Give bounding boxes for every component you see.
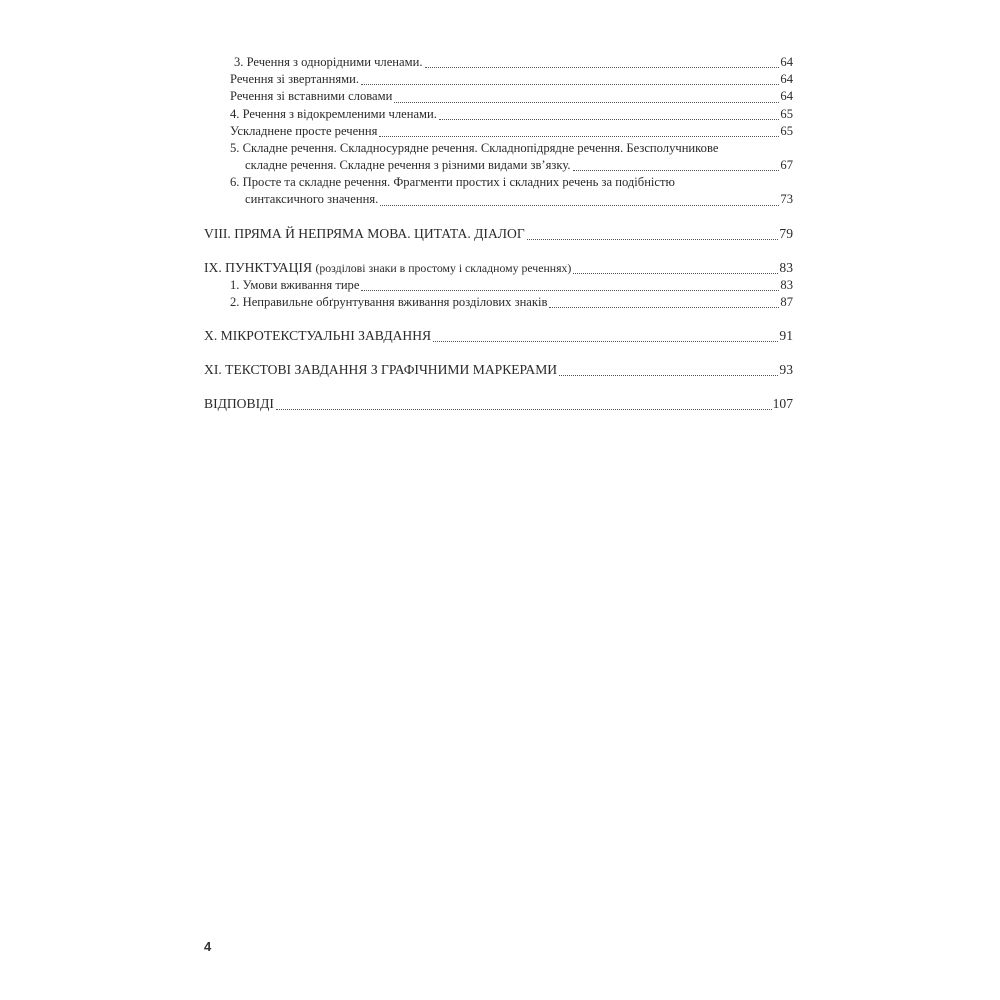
toc-section-page: 93	[779, 362, 793, 378]
toc-section[interactable]	[204, 361, 793, 379]
toc-entry[interactable]	[204, 71, 793, 88]
dot-leader	[573, 272, 778, 274]
toc-entry[interactable]	[204, 123, 793, 140]
toc-section-label: X. МІКРОТЕКСТУАЛЬНІ ЗАВДАННЯ	[204, 328, 432, 344]
toc-entry[interactable]	[204, 192, 793, 209]
toc-entry-label: 2. Неправильне обґрунтування вживання розділових знаків	[230, 294, 548, 309]
dot-leader	[549, 306, 779, 308]
toc-entry[interactable]	[204, 294, 793, 311]
toc-section-page: 91	[779, 328, 793, 344]
toc-section-note: (розділові знаки в простому і складному реченнях)	[315, 260, 572, 275]
dot-leader	[361, 289, 779, 291]
dot-leader	[276, 408, 772, 410]
dot-leader	[527, 238, 779, 240]
dot-leader	[559, 374, 778, 376]
toc-entry-label: складне речення. Складне речення з різними видами зв’язку.	[245, 158, 571, 173]
dot-leader	[425, 66, 780, 68]
page-number: 4	[204, 939, 212, 954]
toc-entry-page: 83	[780, 277, 793, 292]
toc-section-page: 107	[772, 396, 793, 412]
toc-entry-label: синтаксичного значення.	[245, 192, 379, 207]
toc-entry-label: 1. Умови вживання тире	[230, 277, 360, 292]
toc-entry-first-line: 6. Просте та складне речення. Фрагменти простих і складних речень за подібністю	[230, 175, 675, 190]
toc-entry[interactable]	[204, 88, 793, 105]
toc-entry-label: Речення зі вставними словами	[230, 89, 393, 104]
dot-leader	[380, 204, 779, 206]
toc-entry[interactable]	[204, 157, 793, 174]
toc-section-page: 79	[779, 225, 793, 241]
dot-leader	[379, 135, 779, 137]
toc-entry-first-line: 5. Складне речення. Складносурядне речення. Складнопідрядне речення. Безсполучникове	[230, 140, 719, 155]
dot-leader	[361, 83, 779, 85]
toc-entry-label: Ускладнене просте речення	[230, 123, 378, 138]
table-of-contents	[204, 54, 793, 413]
toc-entry-page: 73	[780, 192, 793, 207]
toc-section-title: IX. ПУНКТУАЦІЯ	[204, 259, 313, 275]
toc-entry[interactable]	[204, 106, 793, 123]
toc-entry-label: 4. Речення з відокремленими членами.	[230, 106, 437, 121]
toc-entry-label: 3. Речення з однорідними членами.	[234, 54, 423, 69]
toc-entry-page: 67	[780, 158, 793, 173]
dot-leader	[439, 118, 780, 120]
toc-section[interactable]	[204, 395, 793, 413]
toc-entry-page: 64	[780, 89, 793, 104]
toc-section[interactable]	[204, 259, 793, 277]
dot-leader	[433, 340, 778, 342]
dot-leader	[573, 169, 780, 171]
toc-entry-page: 65	[780, 123, 793, 138]
toc-section-label: VIII. ПРЯМА Й НЕПРЯМА МОВА. ЦИТАТА. ДІАЛОГ	[204, 225, 525, 241]
toc-entry-page: 87	[780, 294, 793, 309]
toc-section[interactable]	[204, 225, 793, 243]
toc-section-label: XI. ТЕКСТОВІ ЗАВДАННЯ З ГРАФІЧНИМИ МАРКЕРАМИ	[204, 362, 558, 378]
toc-section-label	[204, 259, 571, 277]
toc-section-page: 83	[779, 259, 793, 275]
toc-entry-page: 64	[780, 72, 793, 87]
toc-entry-page: 64	[780, 54, 793, 69]
toc-entry-label: Речення зі звертаннями.	[230, 72, 360, 87]
toc-section-label: ВІДПОВІДІ	[204, 396, 274, 412]
toc-section[interactable]	[204, 327, 793, 345]
toc-entry[interactable]	[204, 54, 793, 71]
dot-leader	[394, 101, 779, 103]
toc-entry-page: 65	[780, 106, 793, 121]
toc-entry[interactable]	[204, 277, 793, 294]
